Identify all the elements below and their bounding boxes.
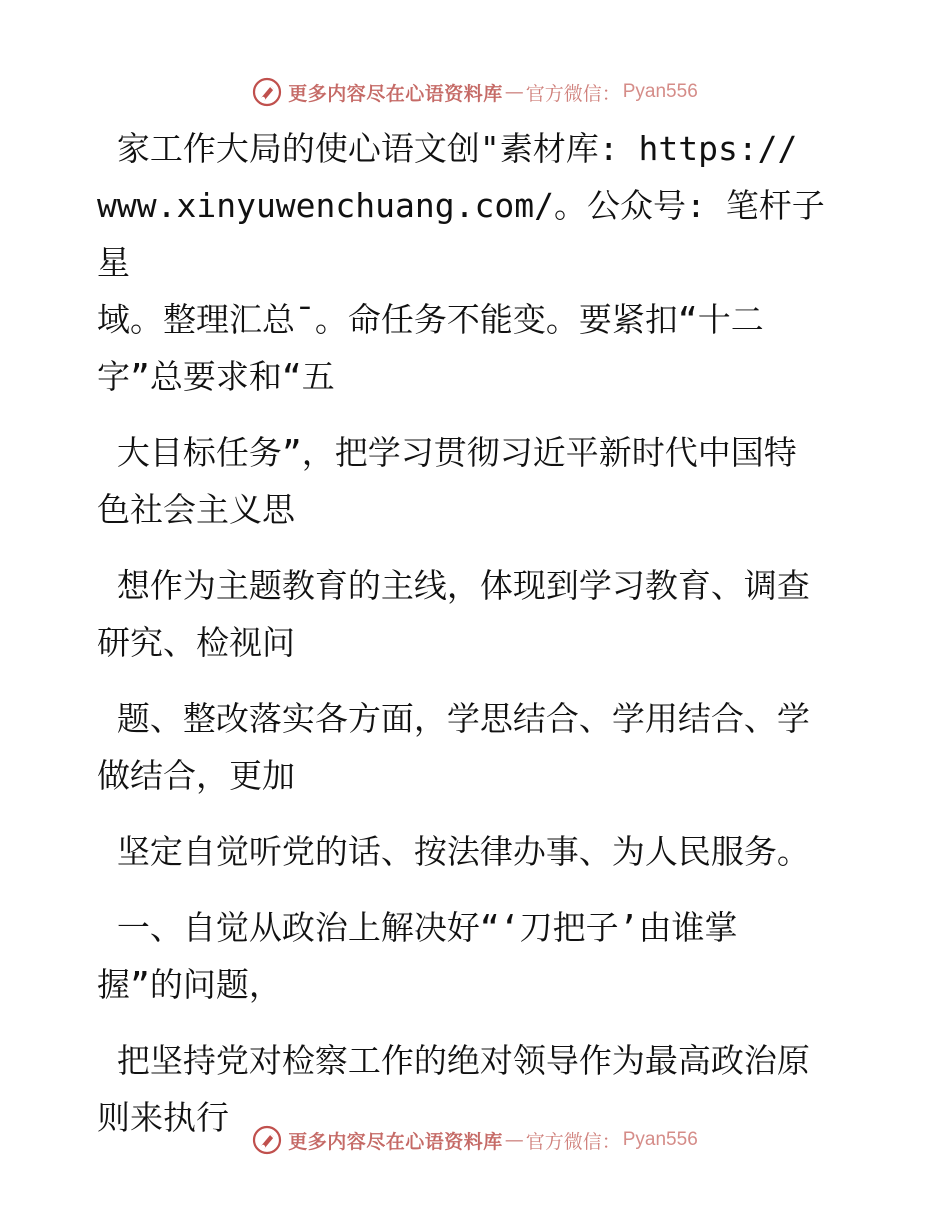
wechat-label: 官方微信： <box>525 1130 621 1153</box>
paragraph: 大目标任务”，把学习贯彻习近平新时代中国特 色社会主义思 <box>97 433 797 529</box>
document-body <box>97 120 837 1165</box>
banner-dash: — <box>504 1129 524 1151</box>
pen-nib-logo-icon <box>252 77 282 107</box>
brand-text: 更多内容尽在心语资料库 <box>288 1130 503 1153</box>
banner-dash: — <box>504 81 524 103</box>
paragraph: 把坚持党对检察工作的绝对领导作为最高政治原 则来执行 <box>97 1041 810 1137</box>
brand-text: 更多内容尽在心语资料库 <box>288 82 503 105</box>
pen-nib-logo-icon <box>252 1125 282 1155</box>
paragraph: 一、自觉从政治上解决好“‘刀把子’由谁掌 握”的问题， <box>97 908 738 1004</box>
paragraph: 家工作大局的使心语文创"素材库: https:// www.xinyuwenchuang.com/。公众号: 笔杆子星 域。整理汇总¯。命任务不能变。要紧扣“十二 字”总要求和“五 <box>97 129 825 396</box>
wechat-label: 官方微信： <box>525 82 621 105</box>
paragraph: 题、整改落实各方面，学思结合、学用结合、学 做结合，更加 <box>97 699 810 795</box>
paragraph: 想作为主题教育的主线，体现到学习教育、调查 研究、检视问 <box>97 566 810 662</box>
header-banner <box>0 72 950 112</box>
wechat-id: Pyan556 <box>622 81 698 102</box>
paragraph: 坚定自觉听党的话、按法律办事、为人民服务。 <box>97 832 810 871</box>
wechat-id: Pyan556 <box>622 1129 698 1150</box>
footer-banner <box>0 1120 950 1160</box>
